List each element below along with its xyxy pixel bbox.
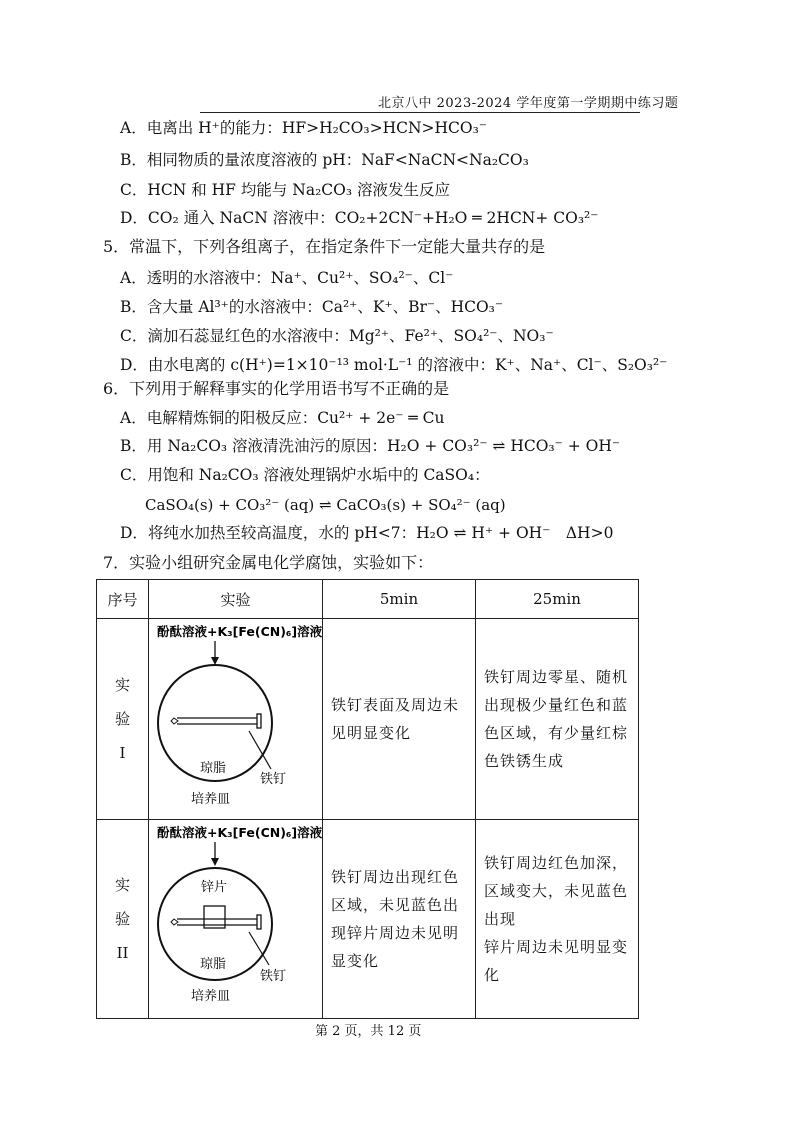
q4-option-b: B．相同物质的量浓度溶液的 pH：NaF<NaCN<Na₂CO₃ (120, 151, 529, 169)
exp1-nail-label: 铁钉 (260, 772, 287, 787)
header-5min: 5min (323, 580, 476, 619)
page-header-title: 北京八中 2023-2024 学年度第一学期期中练习题 (378, 96, 679, 111)
q6-stem: 6．下列用于解释事实的化学用语书写不正确的是 (103, 379, 450, 398)
exp2-zinc-label: 锌片 (201, 880, 228, 895)
exp2-nail-label: 铁钉 (260, 969, 287, 984)
exp2-agar-label: 琼脂 (200, 957, 227, 972)
q6-option-c: C．用饱和 Na₂CO₃ 溶液处理锅炉水垢中的 CaSO₄： (120, 466, 490, 484)
exp1-obs-5min: 铁钉表面及周边未见明显变化 (323, 619, 476, 820)
exp1-reagent-label: 酚酞溶液+K₃[Fe(CN)₆]溶液 (157, 624, 323, 639)
header-index: 序号 (97, 580, 149, 619)
table-row (97, 820, 639, 1019)
exp1-obs-25min: 铁钉周边零星、随机出现极少量红色和蓝色区域，有少量红棕色铁锈生成 (476, 619, 639, 820)
exp1-nail-pointer (249, 731, 271, 769)
q6-option-d: D．将纯水加热至较高温度，水的 pH<7：H₂O ⇌ H⁺ + OH⁻ ΔH>0 (120, 524, 614, 542)
q6-option-a: A．电解精炼铜的阳极反应：Cu²⁺ + 2e⁻ ═ Cu (120, 409, 445, 427)
exp1-diagram-cell (149, 619, 323, 820)
header-rule (200, 112, 640, 113)
exp2-diagram (149, 820, 323, 1014)
header-25min: 25min (476, 580, 639, 619)
exp1-nail-head (257, 714, 261, 728)
q5-stem: 5．常温下，下列各组离子，在指定条件下一定能大量共存的是 (103, 237, 546, 256)
q5-option-b: B．含大量 Al³⁺的水溶液中：Ca²⁺、K⁺、Br⁻、HCO₃⁻ (120, 298, 504, 316)
q6-option-c-equation: CaSO₄(s) + CO₃²⁻ (aq) ⇌ CaCO₃(s) + SO₄²⁻ (aq) (145, 496, 506, 514)
exp2-obs-25min: 铁钉周边红色加深， 区域变大，未见蓝色 出现 锌片周边未见明显变 化 (476, 820, 639, 1019)
exp2-nail-head (257, 915, 261, 929)
table-row (97, 619, 639, 820)
exp1-agar-label: 琼脂 (200, 761, 227, 776)
q5-option-d: D．由水电离的 c(H⁺)=1×10⁻¹³ mol·L⁻¹ 的溶液中：K⁺、Na⁺、Cl⁻、S₂O₃²⁻ (120, 356, 668, 374)
row-label-exp2: 实 验 II (97, 820, 149, 1019)
row-label-exp1: 实 验 I (97, 619, 149, 820)
exp2-reagent-label: 酚酞溶液+K₃[Fe(CN)₆]溶液 (157, 825, 323, 840)
exp2-nail-tip (171, 919, 178, 925)
exp2-arrowhead (211, 858, 219, 866)
exp1-arrowhead (211, 657, 219, 665)
q7-stem: 7．实验小组研究金属电化学腐蚀，实验如下： (103, 553, 434, 572)
exp2-obs-5min: 铁钉周边出现红色区域，未见蓝色出现锌片周边未见明显变化 (323, 820, 476, 1019)
q5-option-a: A．透明的水溶液中：Na⁺、Cu²⁺、SO₄²⁻、Cl⁻ (120, 269, 454, 287)
q5-option-c: C．滴加石蕊显红色的水溶液中：Mg²⁺、Fe²⁺、SO₄²⁻、NO₃⁻ (120, 327, 554, 345)
q6-option-b: B．用 Na₂CO₃ 溶液清洗油污的原因：H₂O + CO₃²⁻ ⇌ HCO₃⁻ + OH⁻ (120, 437, 621, 455)
q4-option-d: D．CO₂ 通入 NaCN 溶液中：CO₂+2CN⁻+H₂O ═ 2HCN+ CO₃²⁻ (120, 209, 599, 227)
header-experiment: 实验 (149, 580, 323, 619)
exp2-diagram-cell (149, 820, 323, 1019)
q4-option-c: C．HCN 和 HF 均能与 Na₂CO₃ 溶液发生反应 (120, 181, 451, 199)
exp2-dish-label: 培养皿 (191, 989, 231, 1004)
table-header-row (97, 580, 639, 619)
experiment-table (96, 579, 639, 1019)
exp1-diagram (149, 619, 323, 815)
page-footer: 第 2 页，共 12 页 (315, 1024, 422, 1039)
exp1-dish-label: 培养皿 (191, 792, 231, 807)
exp1-nail-tip (171, 718, 178, 724)
q4-option-a: A．电离出 H⁺的能力：HF>H₂CO₃>HCN>HCO₃⁻ (120, 119, 487, 137)
